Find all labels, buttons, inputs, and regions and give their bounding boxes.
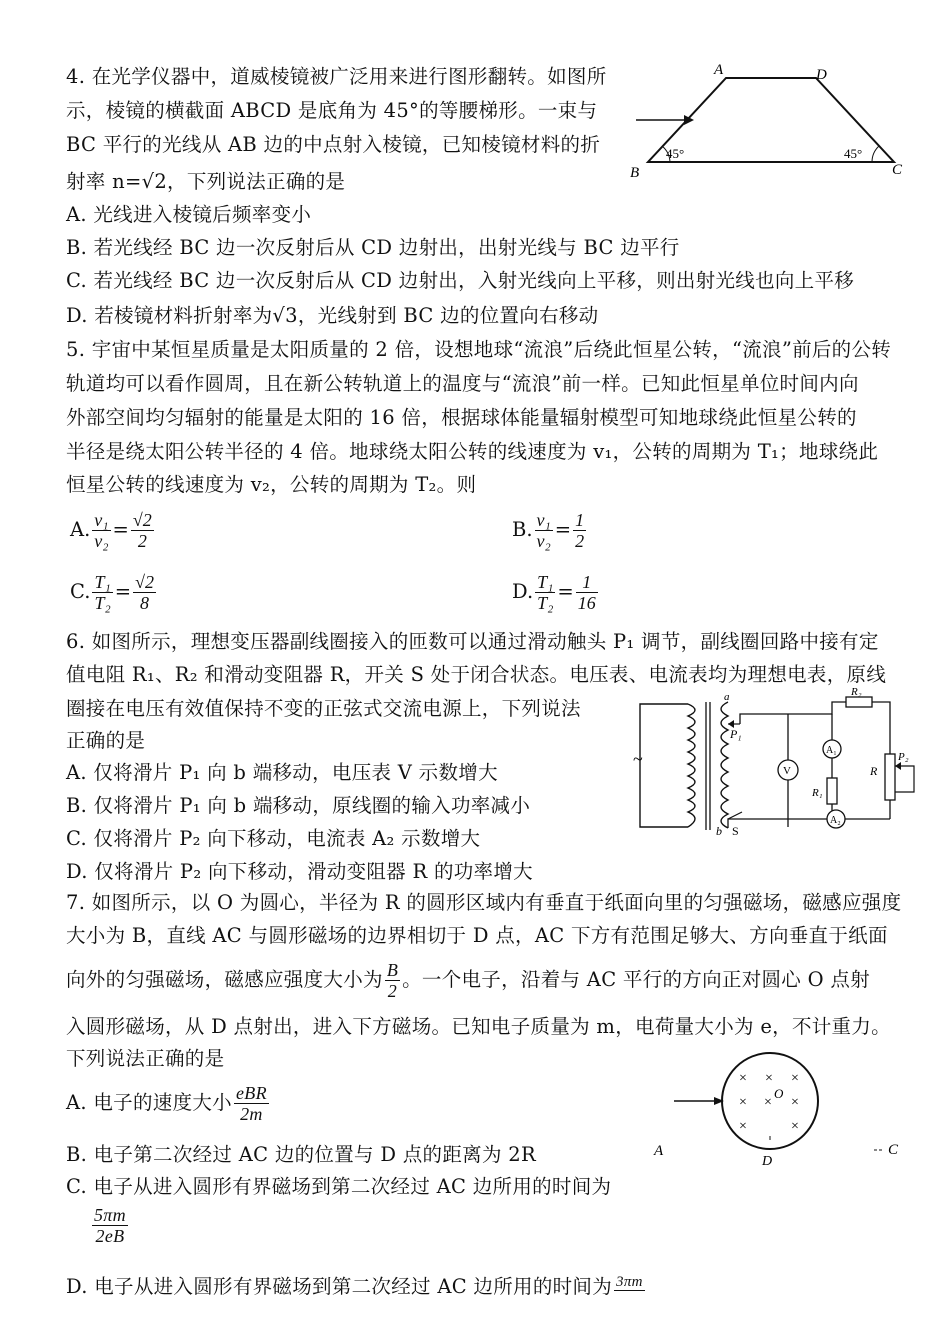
q4-option-d: D. 若棱镜材料折射率为√3，光线射到 BC 边的位置向右移动 [66,304,599,327]
q6-option-b: B. 仅将滑片 P₁ 向 b 端移动，原线圈的输入功率减小 [66,794,531,817]
rheostat-R [885,754,895,800]
q5-stem-line-3: 外部空间均匀辐射的能量是太阳的 16 倍，根据球体能量辐射模型可知地球绕此恒星公转的 [66,406,857,429]
q4-stem-line-1: 4. 在光学仪器中，道威棱镜被广泛用来进行图形翻转。如图所 [66,65,607,88]
resistor-R2 [846,697,872,707]
q6-stem-line-1: 6. 如图所示，理想变压器副线圈接入的匝数可以通过滑动触头 P₁ 调节，副线圈回路中接有定 [66,630,879,653]
q5-stem-line-4: 半径是绕太阳公转半径的 4 倍。地球绕太阳公转的线速度为 v₁，公转的周期为 T₁；地球绕此 [66,440,879,463]
q7-option-d: D. 电子从进入圆形有界磁场到第二次经过 AC 边所用的时间为 3πm [66,1274,643,1298]
label-V: V [783,765,791,777]
field-cross: × [764,1095,772,1110]
label-D: D [762,1154,773,1169]
label-P2: P₂ [898,751,909,763]
secondary-coil [721,702,728,828]
q5-stem-line-2: 轨道均可以看作圆周，且在新公转轨道上的温度与“流浪”前一样。已知此恒星单位时间内向 [66,372,859,395]
field-cross: × [739,1095,747,1110]
q5-stem-line-5: 恒星公转的线速度为 v₂，公转的周期为 T₂。则 [66,473,477,496]
field-cross: × [765,1071,773,1086]
label-a: a [724,691,730,703]
angle-left: 45° [666,146,685,161]
q7-stem-line-3: 向外的匀强磁场，磁感应强度大小为 $\frac{B}{2}$ 。一个电子，沿着与 AC 平行的方向正对圆心 O 点射 [66,960,870,1001]
q7-magnetic-figure [648,1064,908,1174]
label-A1: A₁ [826,745,837,756]
p2-slider-arrow-icon [895,762,901,770]
label-A2: A₂ [830,815,841,826]
label-b: b [716,824,722,838]
field-cross: × [791,1071,799,1086]
q4-option-c: C. 若光线经 BC 边一次反射后从 CD 边射出，入射光线向上平移，则出射光线也向上平移 [66,269,855,292]
label-R: R [870,764,878,778]
field-cross: × [791,1119,799,1134]
field-cross: × [791,1095,799,1110]
field-cross: × [739,1119,747,1134]
ac-source-icon: ~ [633,749,643,769]
q7-stem-line-2: 大小为 B，直线 AC 与圆形磁场的边界相切于 D 点，AC 下方有范围足够大、方向垂直于纸面 [66,924,888,947]
field-cross: × [739,1071,747,1086]
resistor-R1 [827,778,837,804]
q4-option-b: B. 若光线经 BC 边一次反射后从 CD 边射出，出射光线与 BC 边平行 [66,236,680,259]
label-B: B [630,165,640,181]
q4-option-a: A. 光线进入棱镜后频率变小 [66,203,312,226]
label-A: A [654,1143,664,1159]
q7-stem-line-1: 7. 如图所示，以 O 为圆心，半径为 R 的圆形区域内有垂直于纸面向里的匀强磁场，磁感应强度 [66,891,902,914]
label-C: C [892,162,903,178]
q5-option-b: B. $\frac{\text{v₁}}{\text{v₂}}$ = $\frac{1}{2}$ [512,510,585,551]
label-P1: P₁ [730,727,742,741]
q7-option-a: A. 电子的速度大小 $\frac{\text{eBR}}{2m}$ [66,1083,267,1124]
q7-option-c: C. 电子从进入圆形有界磁场到第二次经过 AC 边所用的时间为 [66,1175,612,1198]
q6-option-d: D. 仅将滑片 P₂ 向下移动，滑动变阻器 R 的功率增大 [66,860,533,883]
q4-stem-line-2: 示，棱镜的横截面 ABCD 是底角为 45°的等腰梯形。一束与 [66,99,598,122]
q6-circuit-figure [628,686,918,842]
q5-option-c: C. $\frac{\text{T₁}}{\text{T₂}}$ = $\frac{√2}{8}$ [70,572,154,613]
q5-stem-line-1: 5. 宇宙中某恒星质量是太阳质量的 2 倍，设想地球“流浪”后绕此恒星公转，“流浪”前后的公转 [66,338,892,361]
q4-prism-figure [626,60,916,185]
label-S: S [732,824,739,838]
label-C: C [888,1142,899,1158]
q6-stem-line-4: 正确的是 [66,729,146,752]
angle-right: 45° [844,146,863,161]
q7-option-b: B. 电子第二次经过 AC 边的位置与 D 点的距离为 2R [66,1143,536,1166]
q6-option-c: C. 仅将滑片 P₂ 向下移动，电流表 A₂ 示数增大 [66,827,481,850]
q7-option-c-value: $\frac{5\pi m}{2eB}$ [94,1205,126,1246]
q5-option-d: D. $\frac{\text{T₁}}{\text{T₂}}$ = $\frac{1}{16}$ [512,572,596,613]
q5-option-a: A. $\frac{\text{v₁}}{\text{v₂}}$ = $\frac{√2}{2}$ [70,510,152,551]
q6-stem-line-2: 值电阻 R₁、R₂ 和滑动变阻器 R，开关 S 处于闭合状态。电压表、电流表均为理想电表，原线 [66,663,887,686]
q6-option-a: A. 仅将滑片 P₁ 向 b 端移动，电压表 V 示数增大 [66,761,498,784]
label-D: D [816,67,827,83]
label-A: A [714,62,724,78]
q4-stem-line-3: BC 平行的光线从 AB 边的中点射入棱镜，已知棱镜材料的折 [66,133,601,156]
label-O: O [774,1086,784,1101]
q6-stem-line-3: 圈接在电压有效值保持不变的正弦式交流电源上，下列说法 [66,697,581,720]
primary-coil [688,704,695,827]
q7-stem-line-4: 入圆形磁场，从 D 点射出，进入下方磁场。已知电子质量为 m，电荷量大小为 e，不计重力。 [66,1015,891,1038]
q7-stem-line-5: 下列说法正确的是 [66,1047,225,1070]
q4-stem-line-4: 射率 n=√2，下列说法正确的是 [66,170,346,193]
label-R1: R₁ [812,787,823,799]
label-R2: R₂ [851,686,862,698]
